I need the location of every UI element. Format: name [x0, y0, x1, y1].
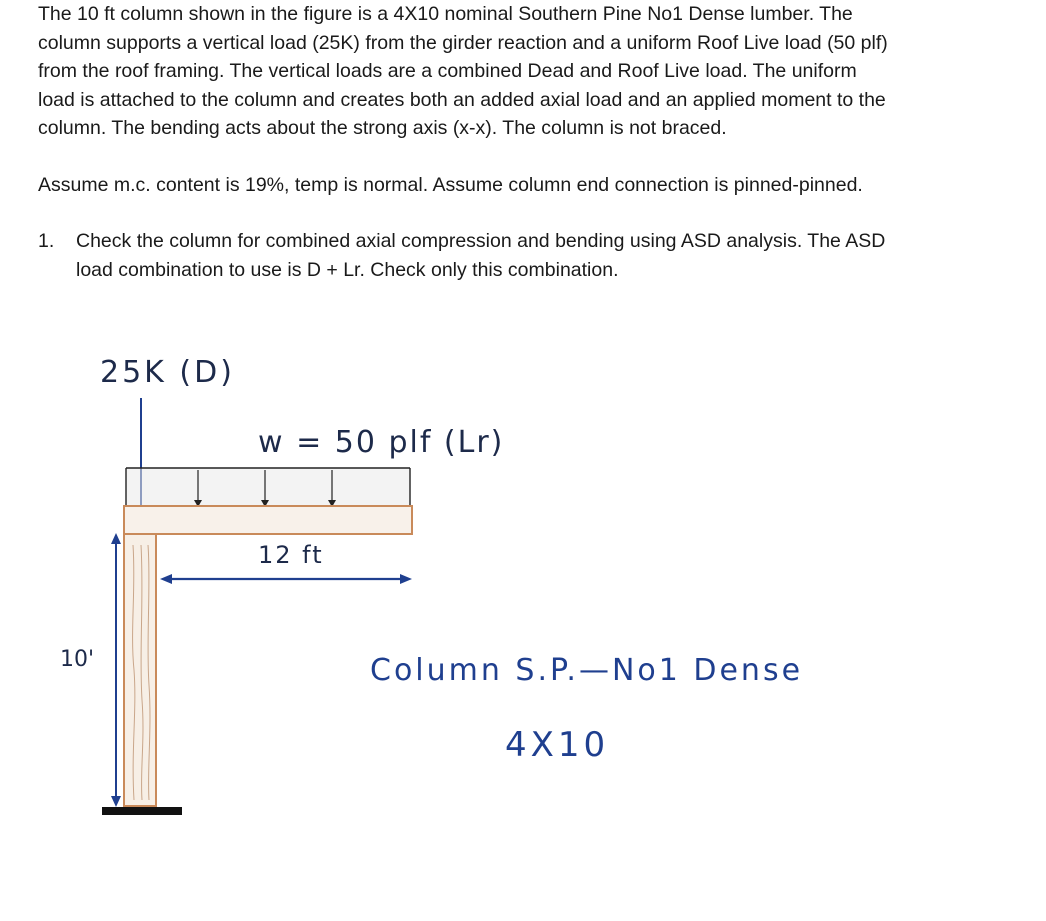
column-size-label: 4X10 [505, 725, 610, 765]
uniform-load-label: w = 50 plf (Lr) [258, 425, 505, 460]
problem-statement [38, 0, 998, 284]
assumptions-paragraph: Assume m.c. content is 19%, temp is normal. Assume column end connection is pinned-pinned. [38, 173, 863, 196]
column-support [102, 807, 182, 815]
task-body [76, 227, 998, 284]
column-height-label: 10' [60, 647, 95, 672]
problem-intro [38, 0, 998, 143]
task-line-1: Check the column for combined axial compression and bending using ASD analysis. The ASD [76, 230, 886, 252]
beam-length-label: 12 ft [258, 541, 324, 569]
column-spec-label: Column S.P.—No1 Dense [370, 653, 804, 688]
uniform-load-diagram [126, 468, 410, 507]
intro-line-4: load is attached to the column and creates both an added axial load and an applied moment to the [38, 88, 886, 111]
task-item [38, 227, 998, 284]
intro-line-5: column. The bending acts about the strong axis (x-x). The column is not braced. [38, 117, 727, 139]
column-height-arrow [111, 533, 121, 807]
intro-line-2: column supports a vertical load (25K) from the girder reaction and a uniform Roof Live load (50 plf) [38, 31, 888, 54]
task-number: 1. [38, 230, 55, 252]
task-line-2: load combination to use is D + Lr. Check only this combination. [76, 258, 619, 281]
intro-line-1: The 10 ft column shown in the figure is a 4X10 nominal Southern Pine No1 Dense lumber. The [38, 3, 853, 25]
column-figure [0, 330, 1046, 830]
column [124, 534, 156, 806]
roof-beam [124, 506, 412, 534]
point-load-label: 25K (D) [100, 355, 235, 390]
intro-line-3: from the roof framing. The vertical loads are a combined Dead and Roof Live load. The uniform [38, 60, 857, 82]
beam-length-arrow [160, 574, 412, 584]
